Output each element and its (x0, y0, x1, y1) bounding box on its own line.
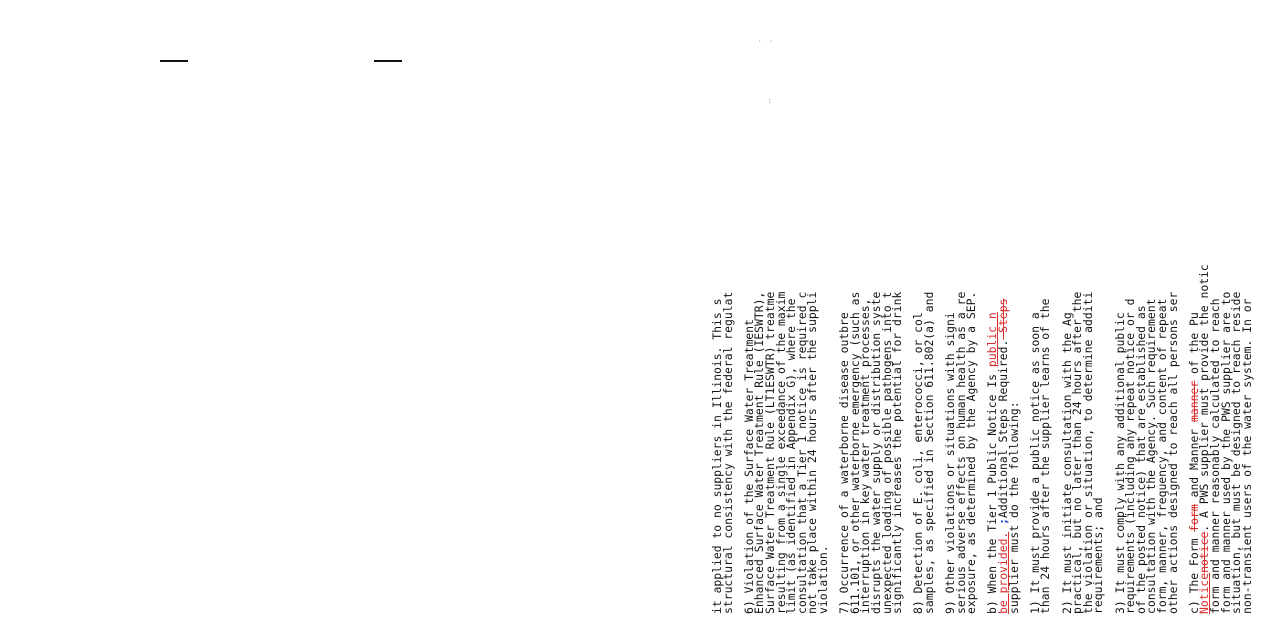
paragraph (839, 94, 903, 614)
text-segment: 8) Detection of E. coli, enterococci, or col (911, 312, 926, 614)
text-segment: 6) Violation of the Surface Water Treatment (741, 319, 756, 614)
text-segment: Surface Water Treatment Rule (LT1ESWTR) treatme (762, 291, 777, 614)
text-segment: requirements (including any repeat notice or d (1123, 298, 1138, 614)
text-segment: serious adverse effects on human health as a re (953, 291, 968, 614)
inserted-text: Notice (1197, 572, 1212, 614)
paragraph (712, 94, 733, 614)
text-segment: Enhanced Surface Water Treatment Rule (IESWTR), (752, 291, 767, 614)
document-body (712, 94, 1263, 614)
struck-text: Steps (996, 298, 1011, 340)
text-segment: disrupts the water supply or distribution syste (868, 291, 883, 614)
text-line (720, 94, 735, 614)
text-segment: consultation that a Tier 1 notice is required c (794, 291, 809, 614)
text-segment: of the Pu (1186, 312, 1201, 381)
text-segment: 3) It must comply with any additional public (1112, 312, 1127, 614)
paragraph (913, 94, 934, 614)
text-segment: practical, but no later than 24 hours after the (1070, 291, 1085, 614)
struck-text: form (1186, 504, 1201, 532)
text-line (1165, 94, 1180, 614)
text-segment: than 24 hours after the supplier learns of the (1038, 298, 1053, 614)
text-segment: unexpected loading of possible pathogens into t (879, 291, 894, 614)
header-rule-left (160, 60, 188, 62)
paragraph (945, 94, 977, 614)
text-segment: and Manner (1186, 421, 1201, 505)
text-segment: Additional Steps Required (996, 346, 1011, 518)
text-segment: 2) It must initiate consultation with the Ag (1059, 312, 1074, 614)
text-segment: other actions designed to reach all persons ser (1165, 291, 1180, 614)
text-segment: significantly increases the potential for drink (890, 291, 905, 614)
paragraph (1059, 94, 1106, 614)
text-segment: it applied to no suppliers in Illinois. This s (710, 298, 724, 614)
text-segment: interruption in key water treatment processes, (858, 298, 873, 614)
text-segment: structural consistency with the federal regulat (720, 291, 735, 614)
text-line (966, 94, 977, 614)
text-segment: requirements; and (1091, 497, 1106, 614)
text-segment: c) The Form (1186, 531, 1201, 614)
text-segment: samples, as specified in Section 611.802(a) and (921, 291, 936, 614)
text-segment: . (996, 339, 1011, 347)
text-segment: 7) Occurrence of a waterborne disease outbre (837, 312, 852, 614)
text-segment: supplier must do the following: (1006, 401, 1021, 614)
paragraph (1112, 94, 1180, 614)
text-line (1093, 94, 1104, 614)
text-segment: the violation or situation, to determine additi (1080, 291, 1095, 614)
text-segment: non-transient users of the water system. In or (1239, 298, 1254, 614)
text-segment: b) When the Tier 1 Public Notice Is (985, 367, 1000, 614)
text-segment: form and manner used by the PWS supplier are to (1218, 291, 1233, 614)
paragraph (987, 94, 1019, 614)
text-segment: situation, but must be designed to reach reside (1229, 291, 1244, 614)
paragraph (1186, 94, 1254, 614)
text-segment: form and manner reasonably calculated to reach (1207, 298, 1222, 614)
text-segment: 9) Other violations or situations with signi (943, 312, 958, 614)
text-segment: 611.101, or other waterborne emergency (such as (847, 291, 862, 614)
paragraph (741, 94, 830, 614)
inserted-text: be provided. (996, 531, 1011, 614)
header-rule-right (374, 60, 402, 62)
struck-text: manner (1186, 380, 1201, 422)
text-line (807, 94, 818, 614)
struck-text: notice (1197, 531, 1212, 573)
edit-caret-mark: ; (996, 517, 1011, 525)
scan-artifact-marks: · · : (758, 38, 775, 105)
text-segment: 1) It must provide a public notice as soon a (1027, 312, 1042, 614)
text-segment: form, manner, frequency, and content of repeat (1154, 298, 1169, 614)
text-segment: resulting from a single exceedance of the maxim (773, 291, 788, 614)
text-segment: violation. (815, 545, 830, 614)
text-segment: of the posted notice) that are established as (1133, 305, 1148, 614)
text-segment: consultation with the Agency. Such requirement (1144, 298, 1159, 614)
text-line (1040, 94, 1051, 614)
text-line (815, 94, 830, 614)
text-line (921, 94, 936, 614)
text-segment: exposure, as determined by the Agency by a SEP. (964, 291, 979, 614)
text-line (892, 94, 903, 614)
text-segment: not take place within 24 hours after the suppli (805, 291, 820, 614)
paragraph (1027, 94, 1053, 614)
text-segment: . A PWS supplier must provide the notic (1197, 264, 1212, 532)
text-line (1006, 94, 1021, 614)
text-line (1239, 94, 1254, 614)
text-segment: limit (as identified in Appendix G), where the (784, 298, 799, 614)
inserted-text: public n (985, 312, 1000, 368)
